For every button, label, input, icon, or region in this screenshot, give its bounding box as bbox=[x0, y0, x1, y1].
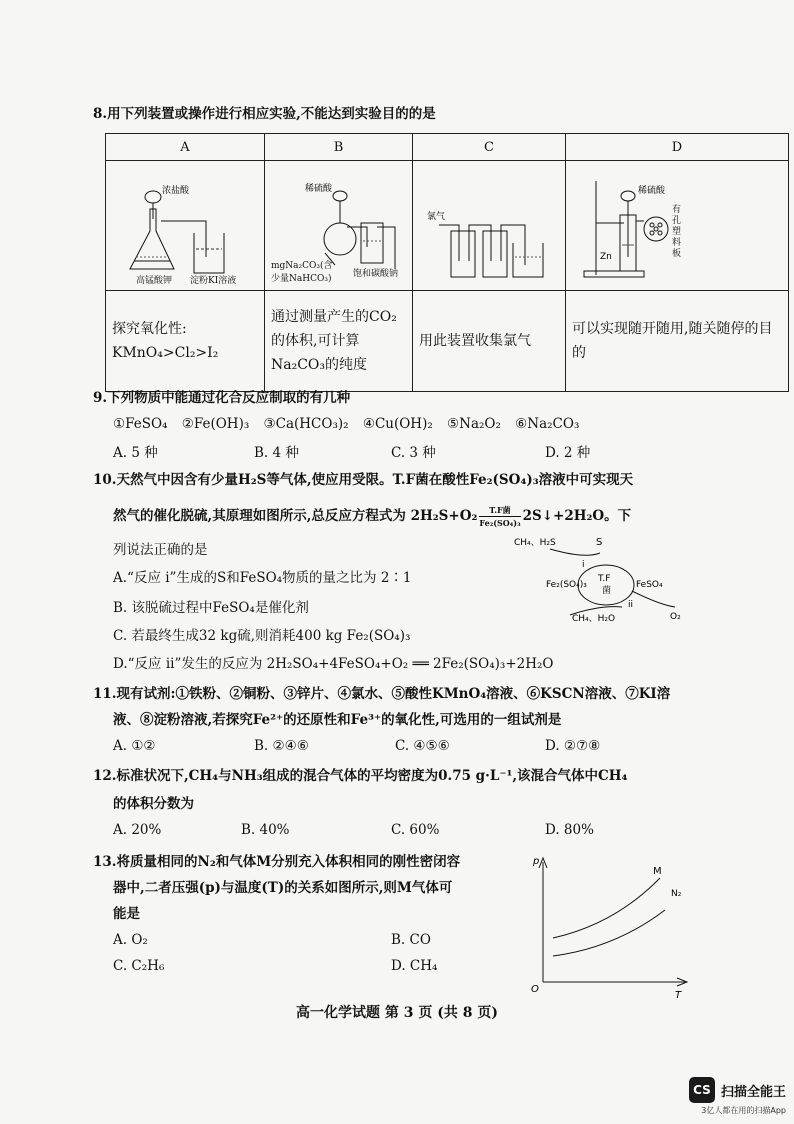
q10-diagram-o2: O₂ bbox=[670, 612, 681, 622]
scanner-tagline: 3亿人都在用的扫描App bbox=[701, 1106, 786, 1115]
q10-diagram-tf: T.F bbox=[598, 574, 611, 584]
apparatus-a-right-label: 淀粉KI溶液 bbox=[190, 276, 237, 286]
q11-option-c: C. ④⑤⑥ bbox=[395, 738, 450, 754]
apparatus-b-sample-label1: mgNa₂CO₃(含 bbox=[271, 261, 333, 271]
svg-text:氯气: 氯气 bbox=[427, 212, 446, 222]
scanner-logo-icon: CS bbox=[689, 1077, 715, 1103]
q10-option-d: D.“反应 ii”发生的反应为 2H₂SO₄+4FeSO₄+O₂ ══ 2Fe₂(SO₄)₃+2H₂O bbox=[113, 656, 554, 672]
q10-diagram-ii: ii bbox=[628, 600, 634, 610]
q9-items: ①FeSO₄ ②Fe(OH)₃ ③Ca(HCO₃)₂ ④Cu(OH)₂ ⑤Na₂O₂ ⑥Na₂CO₃ bbox=[113, 416, 580, 432]
q11-line1: 11.现有试剂:①铁粉、②铜粉、③锌片、④氯水、⑤酸性KMnO₄溶液、⑥KSCN溶液、⑦KI溶 bbox=[93, 686, 671, 702]
svg-text:稀硫酸: 稀硫酸 bbox=[305, 184, 333, 194]
q12-option-a: A. 20% bbox=[113, 822, 162, 838]
q13-option-b: B. CO bbox=[391, 932, 431, 948]
q9-option-d: D. 2 种 bbox=[545, 445, 591, 461]
q12-option-c: C. 60% bbox=[391, 822, 440, 838]
q11-line2: 液、⑧淀粉溶液,若探究Fe²⁺的还原性和Fe³⁺的氧化性,可选用的一组试剂是 bbox=[113, 712, 562, 728]
svg-text:Zn: Zn bbox=[600, 252, 612, 262]
q10-diagram-s: S bbox=[596, 537, 603, 548]
q10-diagram-fe2so43: Fe₂(SO₄)₃ bbox=[546, 580, 587, 590]
q13-line3: 能是 bbox=[113, 906, 140, 922]
q8-header-d: D bbox=[566, 134, 789, 161]
q13-origin: O bbox=[531, 984, 539, 995]
q8-stem: 8.用下列装置或操作进行相应实验,不能达到实验目的的是 bbox=[93, 106, 436, 122]
q10-option-c: C. 若最终生成32 kg硫,则消耗400 kg Fe₂(SO₄)₃ bbox=[113, 628, 411, 644]
q13-axis-t: T bbox=[675, 990, 682, 998]
q10-diagram-feso4: FeSO₄ bbox=[636, 580, 663, 590]
apparatus-b bbox=[265, 161, 413, 291]
q13-label-m: M bbox=[653, 866, 662, 877]
scanner-name: 扫描全能王 bbox=[720, 1084, 786, 1100]
q9-stem: 9.下列物质中能通过化合反应制取的有几种 bbox=[93, 390, 351, 406]
q9-option-b: B. 4 种 bbox=[254, 445, 299, 461]
apparatus-d-plate-label: 有 孔 塑 料 板 bbox=[672, 205, 682, 259]
apparatus-d bbox=[566, 161, 789, 291]
q10-line3: 列说法正确的是 bbox=[113, 542, 208, 558]
q8-header-b: B bbox=[265, 134, 413, 161]
q13-option-d: D. CH₄ bbox=[391, 958, 438, 974]
q10-line2: 然气的催化脱硫,其原理如图所示,总反应方程式为 2H₂S+O₂ T.F菌 Fe₂(SO₄)₃ 2S↓+2H₂O。下 bbox=[113, 505, 632, 528]
apparatus-c bbox=[413, 161, 566, 291]
q13-option-c: C. C₂H₆ bbox=[113, 958, 165, 974]
q10-diagram-input: CH₄、H₂S bbox=[514, 538, 556, 548]
q8-desc-a: 探究氧化性: KMnO₄>Cl₂>I₂ bbox=[106, 291, 265, 392]
q10-option-b: B. 该脱硫过程中FeSO₄是催化剂 bbox=[113, 600, 309, 616]
q9-option-a: A. 5 种 bbox=[113, 445, 158, 461]
q13-axis-p: p bbox=[533, 856, 540, 867]
apparatus-c-figure bbox=[413, 161, 565, 286]
q8-table bbox=[105, 133, 789, 392]
apparatus-a-left-label: 高锰酸钾 bbox=[136, 276, 173, 286]
apparatus-a bbox=[106, 161, 265, 291]
q13-label-n2: N₂ bbox=[671, 889, 682, 899]
svg-text:浓盐酸: 浓盐酸 bbox=[162, 186, 190, 196]
q10-diagram-bacteria: 菌 bbox=[602, 586, 612, 596]
page-footer: 高一化学试题 第 3 页 (共 8 页) bbox=[296, 1005, 498, 1021]
svg-text:稀硫酸: 稀硫酸 bbox=[638, 186, 666, 196]
q8-desc-b: 通过测量产生的CO₂的体积,可计算Na₂CO₃的纯度 bbox=[265, 291, 413, 392]
q12-option-b: B. 40% bbox=[241, 822, 290, 838]
q13-line2: 器中,二者压强(p)与温度(T)的关系如图所示,则M气体可 bbox=[113, 880, 453, 896]
q13-option-a: A. O₂ bbox=[113, 932, 148, 948]
q12-option-d: D. 80% bbox=[545, 822, 594, 838]
scanner-watermark bbox=[689, 1077, 786, 1115]
q11-option-a: A. ①② bbox=[113, 738, 156, 754]
q10-diagram-i: i bbox=[582, 560, 585, 570]
apparatus-b-right-label: 饱和碳酸钠 bbox=[353, 269, 399, 279]
q10-diagram-output: CH₄、H₂O bbox=[572, 614, 616, 624]
q13-pressure-temperature-chart bbox=[525, 850, 695, 998]
q13-curve-m bbox=[553, 878, 660, 938]
q12-line2: 的体积分数为 bbox=[113, 796, 194, 812]
q10-desulfurization-diagram bbox=[510, 535, 710, 625]
q9-option-c: C. 3 种 bbox=[391, 445, 436, 461]
q8-desc-d: 可以实现随开随用,随关随停的目的 bbox=[566, 291, 789, 392]
q13-line1: 13.将质量相同的N₂和气体M分别充入体积相同的刚性密闭容 bbox=[93, 854, 461, 870]
q10-option-a: A.“反应 i”生成的S和FeSO₄物质的量之比为 2∶1 bbox=[113, 570, 412, 586]
q8-header-a: A bbox=[106, 134, 265, 161]
q11-option-b: B. ②④⑥ bbox=[254, 738, 309, 754]
q8-header-c: C bbox=[413, 134, 566, 161]
q12-line1: 12.标准状况下,CH₄与NH₃组成的混合气体的平均密度为0.75 g·L⁻¹,该混合气体中CH₄ bbox=[93, 768, 628, 784]
q10-line1: 10.天然气中因含有少量H₂S等气体,使应用受限。T.F菌在酸性Fe₂(SO₄)₃溶液中可实现天 bbox=[93, 472, 634, 488]
q8-desc-c: 用此装置收集氯气 bbox=[413, 291, 566, 392]
apparatus-b-sample-label2: 少量NaHCO₃) bbox=[271, 274, 332, 284]
apparatus-a-figure bbox=[106, 161, 264, 286]
q11-option-d: D. ②⑦⑧ bbox=[545, 738, 601, 754]
